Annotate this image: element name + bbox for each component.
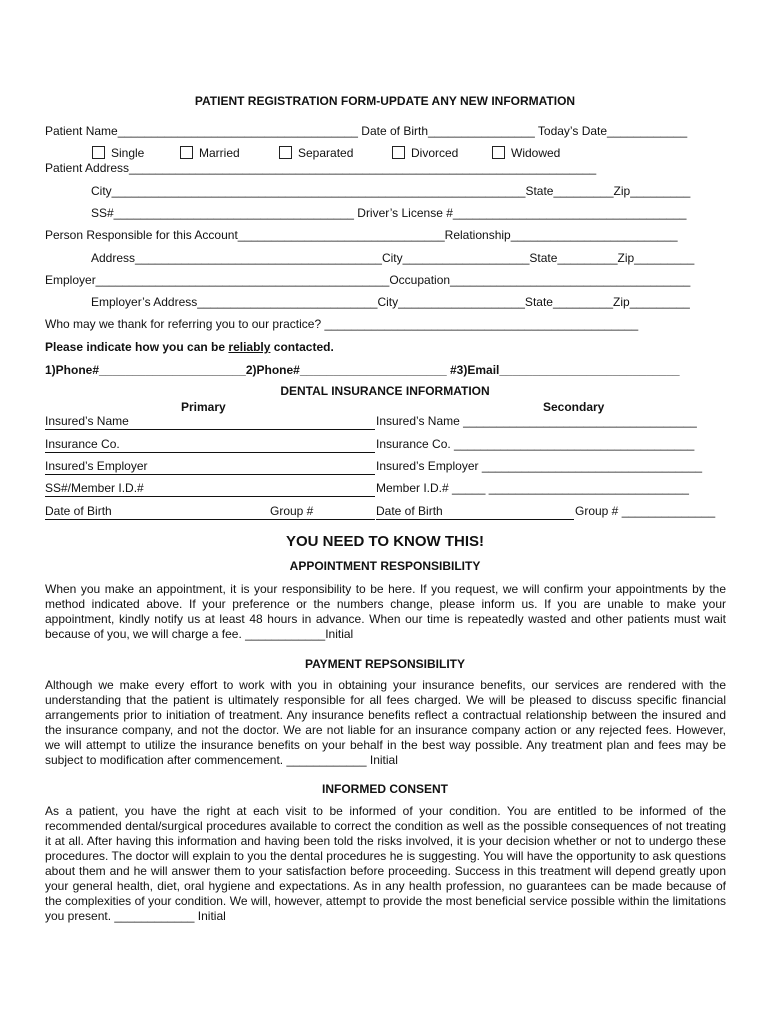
patient-city-line[interactable]: City______________________________________________________________State_________Zip_________ [91, 184, 691, 198]
responsible-person-line[interactable]: Person Responsible for this Account_______________________________Relationship_________________________ [45, 228, 678, 242]
checkbox-married[interactable] [180, 146, 193, 159]
checkbox-divorced[interactable] [392, 146, 405, 159]
status-married-label: Married [199, 146, 240, 160]
employer-address-line[interactable]: Employer’s Address___________________________City___________________State_________Zip_________ [91, 295, 690, 309]
insurance-heading: DENTAL INSURANCE INFORMATION [280, 384, 490, 398]
secondary-group[interactable]: Group # ______________ [575, 504, 716, 518]
status-divorced[interactable] [392, 146, 458, 161]
status-divorced-label: Divorced [411, 146, 459, 160]
status-single[interactable] [92, 146, 144, 161]
consent-heading: INFORMED CONSENT [322, 782, 448, 796]
checkbox-single[interactable] [92, 146, 105, 159]
secondary-dob-label: Date of Birth [376, 504, 447, 518]
appointment-heading: APPOINTMENT RESPONSIBILITY [289, 559, 481, 573]
employer-line[interactable]: Employer____________________________________________Occupation____________________________________ [45, 273, 691, 287]
primary-group-label: Group # [270, 504, 317, 518]
checkbox-separated[interactable] [279, 146, 292, 159]
referral-line[interactable]: Who may we thank for referring you to our practice? _______________________________________________ [45, 317, 639, 331]
primary-dob-label: Date of Birth [45, 504, 116, 518]
secondary-member-id[interactable]: Member I.D.# _____ ______________________________ [376, 481, 689, 495]
status-single-label: Single [111, 146, 145, 160]
status-widowed[interactable] [492, 146, 560, 161]
patient-address-line[interactable]: Patient Address______________________________________________________________________ [45, 161, 597, 175]
contact-heading-underlined: reliably [228, 340, 271, 354]
primary-insured-employer[interactable] [45, 459, 375, 475]
contact-heading-post: contacted. [270, 340, 334, 354]
primary-member-id[interactable] [45, 481, 375, 497]
status-separated-label: Separated [298, 146, 354, 160]
contact-heading [45, 340, 334, 355]
consent-text: As a patient, you have the right at each visit to be informed of your condition. You are entitled to be informed of the recommended dental/surgical procedures available to correct the condition as well as the possible consequences of not treating it at all. After having this information and having been told the risks involved, it is your decision whether or not to undergo these procedures. The doctor will explain to you the dental procedures he is suggesting. You will have the opportunity to ask questions about them and he will answer them to your satisfaction before proceeding. Success in this treatment will depend greatly upon your general health, diet, oral hygiene and expectations. As in any health profession, no guarantees can be made because of the complexities of your condition. We will, however, attempt to provide the most beneficial service possible within the limitations you present. ____________ Initial [45, 804, 726, 923]
patient-ss-line[interactable]: SS#____________________________________ Driver’s License #___________________________________ [91, 206, 687, 220]
primary-insured-employer-label: Insured’s Employer [45, 459, 152, 473]
primary-group[interactable] [270, 504, 375, 520]
secondary-dob[interactable] [376, 504, 574, 520]
secondary-insured-name[interactable]: Insured’s Name ___________________________________ [376, 414, 697, 428]
phones-line[interactable]: 1)Phone#______________________2)Phone#______________________ #3)Email___________________________ [45, 363, 680, 377]
form-title: PATIENT REGISTRATION FORM-UPDATE ANY NEW INFORMATION [194, 94, 576, 108]
secondary-insured-employer[interactable]: Insured’s Employer _________________________________ [376, 459, 703, 473]
primary-dob[interactable] [45, 504, 270, 520]
secondary-label: Secondary [543, 400, 605, 414]
contact-heading-pre: Please indicate how you can be [45, 340, 229, 354]
appointment-text: When you make an appointment, it is your responsibility to be here. If you request, we will confirm your appointments by the method indicated above. If your preference or the numbers change, please inform us. If you are unable to make your appointment, kindly notify us at least 48 hours in advance. When our time is repeatedly wasted and other patients must wait because of you, we will charge a fee. ____________Initial [45, 582, 726, 641]
status-widowed-label: Widowed [511, 146, 561, 160]
primary-insurance-co-label: Insurance Co. [45, 437, 124, 451]
primary-insured-name[interactable] [45, 414, 375, 430]
primary-insured-name-label: Insured’s Name [45, 414, 133, 428]
patient-name-line[interactable]: Patient Name____________________________________ Date of Birth________________ Today’s Date____________ [45, 124, 688, 138]
payment-text: Although we make every effort to work with you in obtaining your insurance benefits, our services are rendered with the understanding that the patient is ultimately responsible for all fees charged. We will be pleased to discuss specific financial arrangements prior to initiation of treatment. Any insurance benefits reflect a contractual relationship between the insured and the insurance company, and not the doctor. We are not liable for an insurance company action or any rejected fees. However, we will attempt to utilize the insurance benefits on your behalf in the best way possible. Any treatment plan and fees may be subject to modification after commencement. ____________ Initial [45, 678, 726, 767]
payment-heading: PAYMENT REPSONSIBILITY [304, 657, 466, 671]
primary-insurance-co[interactable] [45, 437, 375, 453]
know-heading: YOU NEED TO KNOW THIS! [285, 533, 485, 550]
primary-member-id-label: SS#/Member I.D.# [45, 481, 148, 495]
responsible-address-line[interactable]: Address_____________________________________City___________________State_________Zip_________ [91, 251, 695, 265]
primary-label: Primary [181, 400, 226, 414]
status-married[interactable] [180, 146, 240, 161]
secondary-insurance-co[interactable]: Insurance Co. ____________________________________ [376, 437, 695, 451]
status-separated[interactable] [279, 146, 353, 161]
checkbox-widowed[interactable] [492, 146, 505, 159]
